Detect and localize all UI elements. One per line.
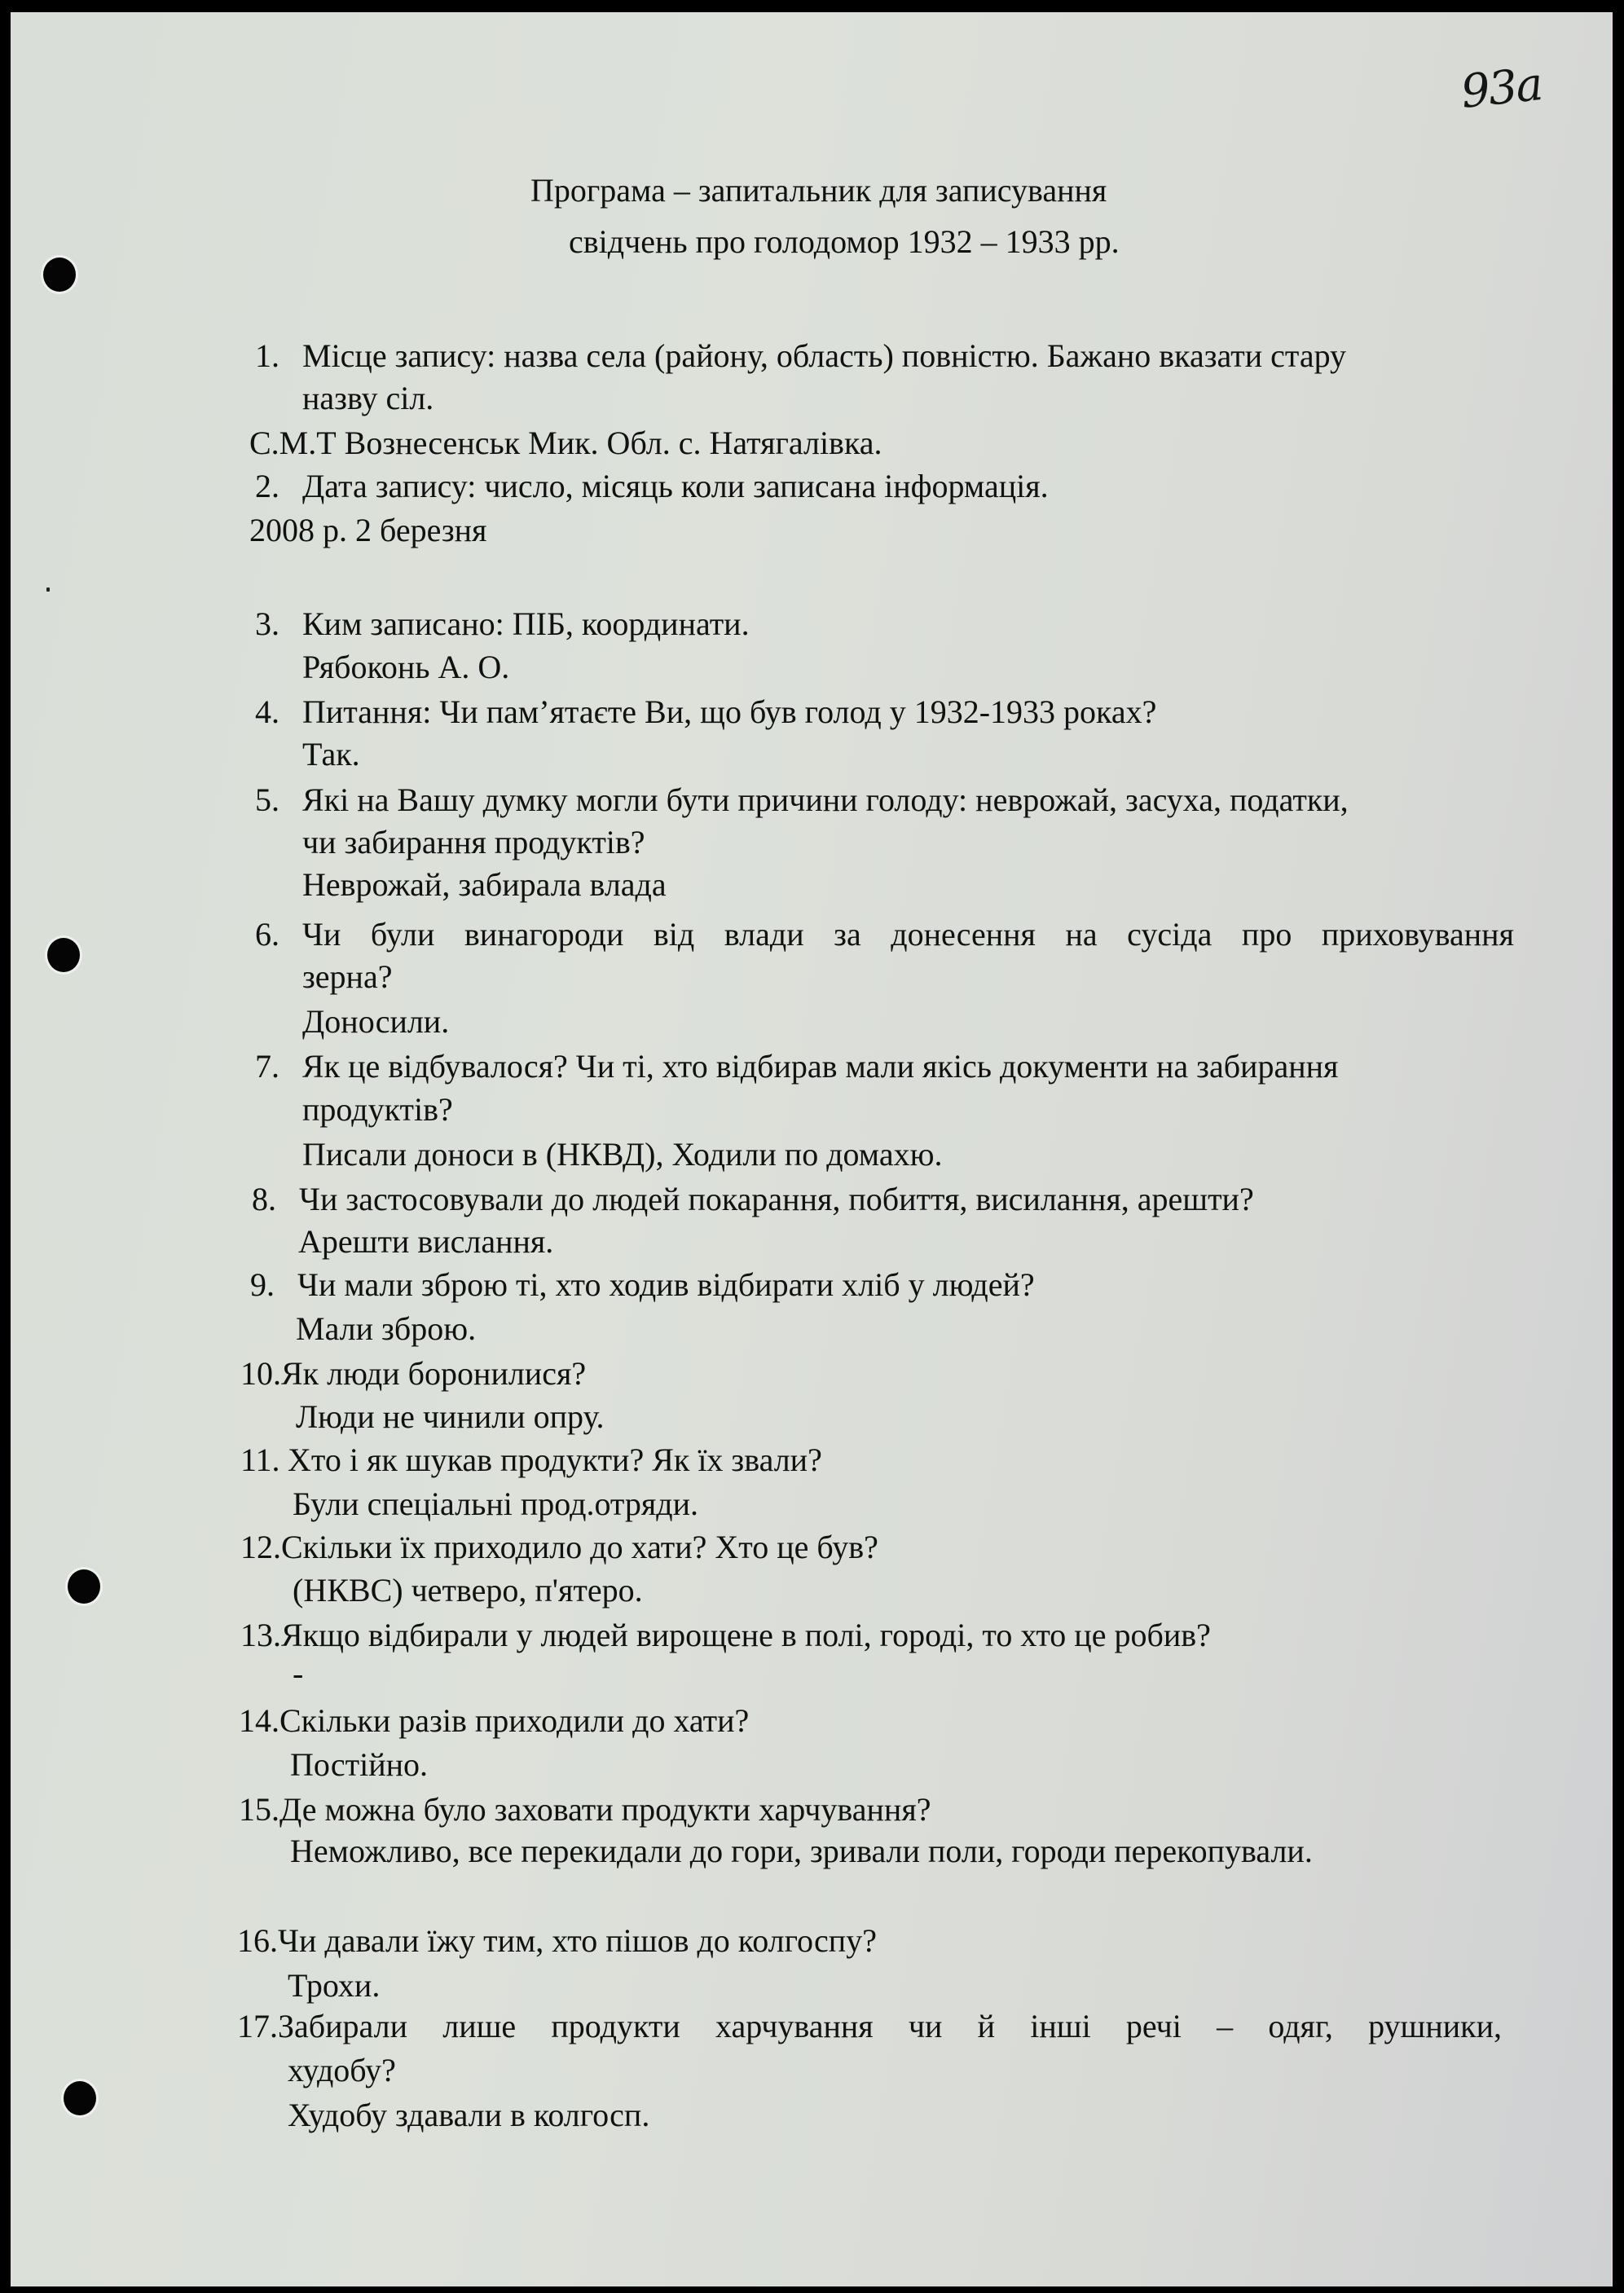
question-number: 12. [240, 1529, 281, 1565]
question-text: Питання: Чи пам’ятаєте Ви, що був голод у 1932-1933 роках? [302, 693, 1157, 730]
question-1 [255, 337, 1514, 375]
question-number: 11. [240, 1441, 280, 1478]
question-text: Хто і як шукав продукти? Як їх звали? [288, 1441, 822, 1478]
answer-9: Мали зброю. [296, 1310, 477, 1347]
punch-hole [68, 1569, 100, 1604]
question-text: Чи давали їжу тим, хто пішов до колгоспу? [278, 1922, 877, 1959]
question-number: 8. [252, 1181, 276, 1217]
question-text: Як люди боронилися? [281, 1355, 587, 1392]
question-number: 9. [250, 1266, 275, 1303]
question-7-cont: продуктів? [302, 1091, 453, 1128]
title-line-1: Програма – запитальник для записування [530, 172, 1107, 209]
answer-14: Постійно. [290, 1746, 429, 1783]
question-8 [252, 1181, 1254, 1218]
question-number: 17. [237, 2008, 278, 2044]
question-text: Чи мали зброю ті, хто ходив відбирати хліб у людей? [297, 1266, 1035, 1303]
punch-hole [47, 938, 80, 972]
question-text: Які на Вашу думку могли бути причини голоду: неврожай, засуха, податки, [302, 781, 1349, 818]
punch-hole [64, 2081, 96, 2115]
question-number: 2. [255, 468, 279, 504]
punch-hole [43, 257, 76, 292]
answer-6: Доносили. [302, 1003, 450, 1040]
answer-7: Писали доноси в (НКВД), Ходили по домахю. [302, 1136, 943, 1173]
question-text: Дата запису: число, місяць коли записана інформація. [302, 468, 1049, 504]
answer-17: Худобу здавали в колгосп. [288, 2097, 650, 2133]
question-text: Якщо відбирали у людей вирощене в полі, городі, то хто це робив? [281, 1617, 1211, 1653]
question-7 [255, 1048, 1514, 1085]
question-text: Де можна було заховати продукти харчування? [279, 1791, 931, 1828]
answer-2: 2008 р. 2 березня [249, 512, 487, 548]
question-text: Чи були винагороди від влади за донесення на сусіда про приховування [302, 916, 1514, 953]
answer-8: Арешти вислання. [298, 1223, 554, 1260]
question-10 [240, 1355, 586, 1393]
question-5 [255, 781, 1514, 819]
question-number: 3. [255, 605, 279, 642]
question-text: Місце запису: назва села (району, область) повністю. Бажано вказати стару [302, 337, 1347, 374]
question-number: 13. [240, 1617, 281, 1653]
question-11 [240, 1441, 822, 1479]
question-1-cont: назву сіл. [302, 380, 434, 416]
answer-11: Були спеціальні прод.отряди. [293, 1485, 699, 1522]
question-12 [240, 1529, 878, 1566]
question-number: 6. [255, 916, 279, 953]
question-text: Скільки їх приходило до хати? Хто це був? [281, 1529, 878, 1565]
answer-16: Трохи. [288, 1967, 381, 2004]
question-number: 10. [240, 1355, 281, 1392]
title-line-2: свідчень про голодомор 1932 – 1933 рр. [569, 223, 1120, 260]
question-2 [255, 468, 1049, 505]
paper-speck [46, 588, 50, 592]
question-16 [237, 1922, 877, 1960]
question-5-cont: чи забирання продуктів? [302, 824, 645, 860]
question-number: 14. [239, 1702, 279, 1739]
question-6-cont: зерна? [302, 958, 393, 995]
answer-5: Неврожай, забирала влада [302, 866, 667, 903]
question-text: Скільки разів приходили до хати? [279, 1702, 750, 1739]
answer-12: (НКВС) четверо, п'ятеро. [293, 1572, 643, 1609]
question-text: Ким записано: ПІБ, координати. [302, 605, 750, 642]
question-14 [239, 1702, 749, 1740]
question-text: Забирали лише продукти харчування чи й інші речі – одяг, рушники, [278, 2008, 1502, 2044]
question-9 [250, 1266, 1035, 1304]
handwritten-page-number: 93a [1458, 58, 1544, 119]
answer-13: - [293, 1655, 304, 1692]
answer-15: Неможливо, все перекидали до гори, зривали поли, городи перекопували. [290, 1833, 1313, 1869]
question-number: 15. [239, 1791, 279, 1828]
document-page [11, 12, 1613, 2286]
question-4 [255, 693, 1156, 731]
question-text: Як це відбувалося? Чи ті, хто відбирав мали якісь документи на забирання [302, 1048, 1339, 1085]
question-13 [240, 1617, 1211, 1654]
question-15 [239, 1791, 931, 1829]
question-number: 7. [255, 1048, 279, 1085]
question-6 [255, 916, 1514, 953]
question-number: 5. [255, 781, 279, 818]
answer-1: С.М.Т Вознесенськ Мик. Обл. с. Натягалівка. [249, 425, 882, 461]
answer-4: Так. [302, 736, 360, 772]
question-17 [237, 2008, 1502, 2045]
question-number: 16. [237, 1922, 278, 1959]
question-text: Чи застосовували до людей покарання, побиття, висилання, арешти? [299, 1181, 1254, 1217]
question-3 [255, 605, 750, 643]
answer-10: Люди не чинили опру. [296, 1398, 605, 1435]
answer-3: Рябоконь А. О. [302, 649, 510, 685]
question-number: 4. [255, 693, 279, 730]
question-number: 1. [255, 337, 279, 374]
question-17-cont: худобу? [288, 2052, 396, 2088]
